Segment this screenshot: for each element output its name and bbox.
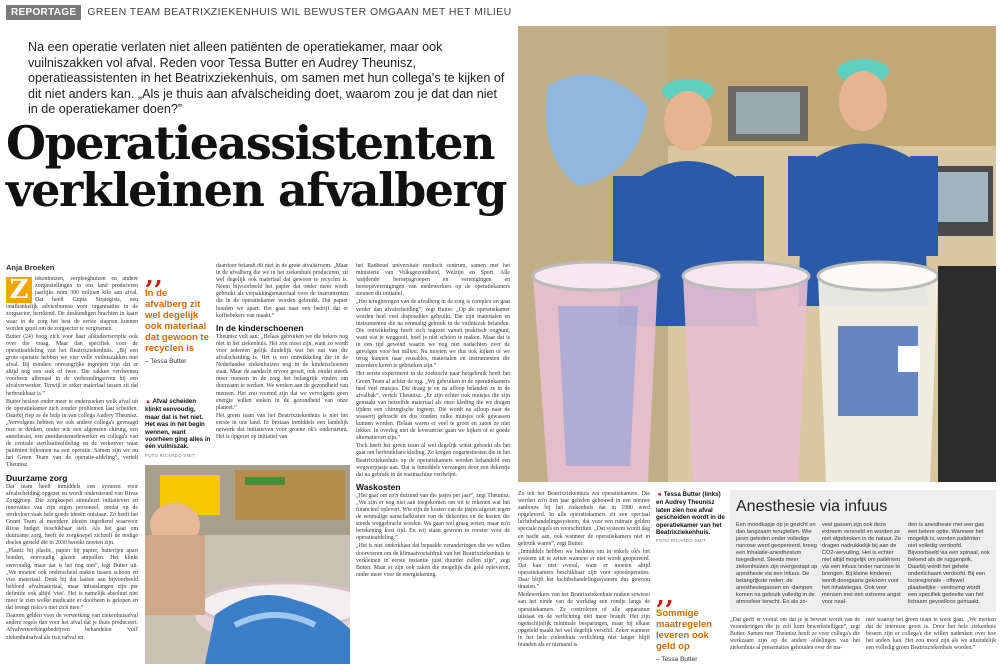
paragraph: Het green team van het Beatrixziekenhuis is niet het eerste in ons land. Er bestaan inmiddels een landelijk netwerk dat initiatieven voor groene ok's ondersteunt. Het is opgezet op initiatief van <box>216 412 348 441</box>
paragraph: „Inmiddels hebben we besloten om in enkele ok's het systeem uit te zetten wanneer er niet wordt geopereerd. Dat kan niet overal, want er moeten altijd operatiekamers beschikbaar zijn voor spoedoperaties. Daar blijft het luchtbehandelingssysteem dus gewoon draaien.” <box>518 548 650 591</box>
subheading: Waskosten <box>356 481 401 492</box>
closing-column-2 <box>866 617 996 663</box>
paragraph: daardoor belandt dit niet in de grote afvalstroom. „Maar in de afvalberg die we in het ziekenhuis produceren, zit wel degelijk ook materiaal dat gewoon te recyclen is. Neem bijvoorbeeld het papier dat onder meer wordt gebruikt als verpakkingsmateriaal voor de instrumenten die in de operatiekamer worden gebruikt. Dat papier houden we apart. Het gaat naar een bedrijf dat er koffiebekers van maakt.” <box>216 263 348 319</box>
subheading: In de kinderschoenen <box>216 322 304 333</box>
headline-line-2: verkleinen afvalberg <box>6 163 506 217</box>
photo-caption-2 <box>656 491 726 543</box>
paragraph: „Het gaat om zo'n duizend van die jasjes per jaar”, zegt Theunisz. „We zijn er nog niet aan toegekomen om uit te rekenen wat het financieel oplevert. Wie zijn de kosten van de jasjes afgezet tegen de eenmalige aanschafkosten van de dekentjes en de kosten die steeds weggebracht worden. We gaan wel graag weten, maar zo'n berekening kost tijd. En wij staan gewoon in rooster voor de operatieafdeling.” <box>356 492 510 542</box>
paragraph: Zo telt het Beatrixziekenhuis zes operatiekamers. Die werden zo'n tien jaar geleden gebouwd in een nieuwe aanbouw bij het ziekenhuis dat in 1980 werd opgeleverd. In alle operatiekamers zit een speciaal luchtbehandelingssysteem, dat voor een ruimste gelden speciale regels en voorschriften. „Dat systeem wordt dag en nacht aan, ook wanneer de operatiekamers niet in gebruik waren”, zegt Butter. <box>518 491 650 547</box>
header-subtitle: GREEN TEAM BEATRIXZIEKENHUIS WIL BEWUSTER OMGAAN MET HET MILIEU <box>87 6 512 18</box>
pull-quote-1 <box>145 261 209 365</box>
quote-mark-icon: ‚‚ <box>145 261 164 291</box>
dropcap: Z <box>6 277 32 303</box>
quote-attribution: – Tessa Butter <box>656 656 698 663</box>
triangle-left-icon: ◄ <box>656 492 662 498</box>
page-header <box>6 4 994 20</box>
paragraph: Dat team heeft inmiddels een systeem voor afvalscheiding opgezet en wordt ondersteund van Rivas Zorggroep. Die zorgkoepel stimuleert initiatieven en innovaties van zijn eigen personeel, omdat op de werkvloer vaak hele goede ideeën ontstaan. Zo heeft het Green Team al meerdere ideeën ingediend waarvoor Rivas budget beschikbaar stelt. Als het gaat om duurzame zorg, heeft de zorgkoepel zichzelf de nodige doelen gesteld die in 2030 bereikt moeten zijn. <box>6 483 138 547</box>
sidebar-column: Een mondkapje op je gezicht en dan langzaam terugtellen. Wie jaren geleden onder volledige narcose werd geopereerd, kreeg een inhalatie-anesthesium toegediend. Steeds meer ziekenhuizen zijn overgestapt op anesthesie via een infuus. De belangrijkste reden: de anesthesiegassen en -dampen komen na gebruik volledig in de atmosfeer terecht. En als zo- <box>736 522 818 605</box>
pull-quote-2 <box>656 581 726 663</box>
paragraph: Het eerste experiment in de zoektocht naar hergebruik heeft het Green Team al achter de rug. „We gebruiken in de operatiekamers heel veel mutsjes. Die draag je en na afloop belanden ze in de afvalbak”, vertelt Theunisz. „Er zijn echter ook mutsjes die zijn gemaakt van hetzelfde materiaal als onze kleding die we dragen tijdens een chirurgische ingreep. Die wordt na afloop naar de wasserij gebracht en dus zouden zulke mutsjes ook gewassen kunnen worden. Helaas waren er veel te groot en zaten ze niet lekker. In overleg met de leverancier gaan we kijken of er goede alternatieven zijn.” <box>356 371 510 442</box>
sidebar-box <box>730 490 996 612</box>
paragraph: Butter besloot onder meer te onderzoeken welk afval uit de operatiekamer zich zonder problemen laat scheiden. Daarbij riep ze de hulp in van collega Audrey Theunisz. „Vervolgens hebben we ook andere collega's gevraagd mee te denken, onder wie een algemeen chirurg, een anesthesist, een anesthesiemedewerker en collega's van de centrale sterilisatieafdeling en de verkoever waar patiënten bijkomen na een operatie. Samen zijn we nu het Green Team van de operatie-afdeling”, vertelt Theunisz. <box>6 398 138 469</box>
article-column-1 <box>6 276 138 664</box>
triangle-up-icon: ▲ <box>145 399 151 405</box>
quote-text: In de afvalberg zit wel degelijk ook materiaal dat gewoon te recyclen is <box>145 288 209 354</box>
headline-line-1: Operatieassistenten <box>6 116 494 170</box>
byline: Anja Broeken <box>6 263 55 272</box>
paragraph: „Het is niet onderkhaar dat bepaalde veranderingen die we willen doorvoeren om de klimaatvoetafdruk van het Beatrixziekenhuis te verkleinen in eerste instantie juist duurder zullen zijn”, zegt Butter. Maar er zijn ook zaken die mogelijk die geld opleveren, onder meer voor de energiekening. <box>356 543 510 578</box>
photo-credit: FOTO RICARDO SMIT <box>145 452 195 458</box>
quote-mark-icon: ‚‚ <box>656 581 675 611</box>
headline <box>6 116 516 217</box>
paragraph: „Dat geeft er voorál om dat je je bewust wordt van de veranderingen die je zelf kunt bewerkstelligen”, zegt Butter. Samen met Theunisz heeft ze voor collega's die werkzaam zijn op de andere afdelingen van het ziekenhuis al presentaties gehouden over de ma- <box>730 617 860 652</box>
main-photo-illustration <box>518 26 996 482</box>
photo-caption-1 <box>145 398 211 458</box>
bin-photo-illustration <box>145 465 350 664</box>
quote-attribution: – Tessa Butter <box>145 358 187 365</box>
article-column-4 <box>356 263 510 663</box>
paragraph: „Plastic bij plastic, papier bij papier, batterijen apart houden, eenvoudig glazen ampullen. Het klinkt eenvoudig, maar dat is het nog niet”, legt Butter uit. „We moeten ook onderscheid maken tussen schoon en vies materiaal. Denk bij dat laatste aan bijvoorbeeld bebloed afvalmateriaal, maar infuuslangen zijn per definitie ook altijd 'vies'. Het is namelijk absoluut niet meer te zien welke medicatie er doorheen is gelopen en dat brengt risico's met zich mee.” <box>6 548 138 612</box>
article-column-3 <box>216 263 348 463</box>
main-photo <box>518 26 996 482</box>
photo-credit: FOTO RICARDO SMIT <box>656 538 706 544</box>
caption-text: Afval scheiden klinkt eenvoudig, maar dat is het niet. Het was in het begin wennen, want voorheen ging alles in één vuilniszak. <box>145 398 211 451</box>
intro-paragraph: Na een operatie verlaten niet alleen patiënten de operatiekamer, maar ook vuilniszakken vol afval. Reden voor Tessa Butter en Audrey Theunisz, operatieassistenten in het Beatrixziekenhuis, om samen met hun collega's te kijken of dit niet anders kan. „Als je thuis aan afvalscheiding doet, waarom zou je dat dan niet in de operatiekamer doen?” <box>28 40 505 116</box>
caption-text: Tessa Butter (links) en Audrey Theunisz laten zien hoe afval gescheiden wordt in de operatiekamer van het Beatrixziekenhuis. <box>656 491 725 537</box>
paragraph: Toch heeft het green team al wel degelijk winst geboekt als het gaat om herbruikbare kleding. Zo kregen ooganestiesten die in het Beatrixziekenhuis op de operatiekamers worden behandeld een wegwerpjasje aan. Dat is inmiddels vervangen door een dekentje dat na gebruik in de wasmachine verdwijnt. <box>356 443 510 478</box>
sidebar-column: veel gassen zijn ook deze extreem versneld en worden ze niet afgebroken in de natuur. Ze dragen nadrukkelijk bij aan de CO2-vervuiling. Het is echter niet altijd mogelijk om patiënten via een infuus onder narcose te brengen. Bij kleine kinderen wordt doorgaans gekozen voor het inhalatiegas. Ook voor mensen met een extreme angst voor naal- <box>822 522 901 605</box>
quote-text: Sommige maatregelen leveren ook geld op <box>656 608 712 652</box>
article-column-5 <box>518 491 650 663</box>
subheading: Duurzame zorg <box>6 472 68 483</box>
paragraph: Daarom gelden voor de verwerking van ziekenhuisafval andere regels dan voor het afval dat je thuis produceert. Afvalverwerkingsbedrijven behandelen 'vuil' ziekenhuisafval als risicoafval en <box>6 613 138 641</box>
rubric-label: REPORTAGE <box>6 5 81 20</box>
paragraph: nier waarop het green team te werk gaat. „We merken dat de interesse groot is. Door het hele ziekenhuis beseen zijn er collega's die willen nadenken over hoe het anders kan. Het zou mooi zijn als we uiteindelijk een volledig groen Beatrixziekenhuis worden.” <box>866 617 996 652</box>
closing-column-1 <box>730 617 860 663</box>
paragraph: Butter (24) boog zich voor haar afstudeerscriptie ook over die vraag. Maar dan specifiek voor de operatieafdeling van het Beatrixziekenhuis. „Bij een grote operatie hebben we vier volle vuilniszakken met afval. Bij mindere omvangrijke ingrepen zijn dat er altijd nog een stuk of twee. Die zakken verdwenen voorheen allemaal in de verbrandingsoven bij een afvalverwerker. Terwijl er zeker materiaal tussen zit dat herbruikbaar is.” <box>6 333 138 397</box>
paragraph: iekenhuizen, verpleeghuizen en andere zorginstellingen in ons land produceren jaarlijks ruim 300 miljoen kilo aan afval. Dat heeft Gupta Strategists, een onafhankelijk adviesbureau voor organisaties in de zorgsector, berekend. De deskundigen brachten in kaart waar in de zorg het best de eerste stappen kunnen worden gezet om de zorgsector te vergroenen. <box>6 276 138 332</box>
sidebar-title: Anesthesie via infuus <box>736 498 888 515</box>
paragraph: „Het terugbrengen van de afvalberg in de zorg is complex en gaat verder dan afvalscheiding”, zegt Butter. „Op de operatiekamer worden heel veel disposables gebruikt. Dat zijn materialen en instrumenten die na eenmalig gebruik in de vuilniszak belanden. Die ontwikkeling heeft zich ingezet vanuit praktisch oogpunt, want wat je weggooit, hoef je niet schoon te maken. Maar dat is in een tijd gewend waarin we nog niet nadachten over de gevolgen voor het milieu. Nu moeten we dus ook kijken of we terug kunnen naar reusables, materialen en instrumenten die meerdere keren te gebruiken zijn.” <box>356 299 510 370</box>
paragraph: Theunisz vult aan: „Helaas gebruiken we die bekers nog niet in het ziekenhuis. Het zou mooi zijn, want zo wordt voor iedereen gelijk duidelijk wat het nut van die afvalscheiding is. Het is een ontwikkeling die in de Nederlandse ziekenhuizen nog in de kinderschoenen staat. Maar de aandacht ervoor groeit, ook omdat steeds meer mensen in de zorg het belangrijk vinden om duurzaam te werken. We werken aan de gezondheid van mensen. Het zou vreemd zijn dat we vervolgens geen energie willen steken in de gezondheid van onze planeet.” <box>216 333 348 411</box>
paragraph: Medewerkers van het Beatrixziekenhuis maken sowieso aan het einde van de werkdag een rondje langs de operatiekamers. Ze controleren of alle apparatuur uitstaat en de verlichting niet meer brandt. Het zijn ogenschijnlijk minimale besparingen, maar bij elkaar opgeteld maakt het wel degelijk verschil. Zeker wanneer in het hele ziekenhuis verlichting niet langer blijft branden als er niemand is. <box>518 592 650 648</box>
sidebar-column: den is anesthesie met een gas een betere optie. Wanneer het mogelijk is, worden patiënten niet volledig verdoofd. Bijvoorbeeld via een spinaal, ook bekend als de ruggenprik. Daarbij wordt het gehele onderlichaam verdoofd. Bij een locoregionale - offewel plaatselijke - verdoving wordt een specifiek gedeelte van het lichaam gevoelloos gemaakt. <box>908 522 990 605</box>
paragraph: het Radboud universitair medisch centrum, samen met het ministerie van Volksgezondheid, Welzijn en Sport. Alle 'snijdende' beroepsgroepen en verenigingen en beroepsverenigingen van medewerkers op de operatiekamers steunen dit initiatief. <box>356 263 510 298</box>
bin-photo <box>145 465 350 664</box>
